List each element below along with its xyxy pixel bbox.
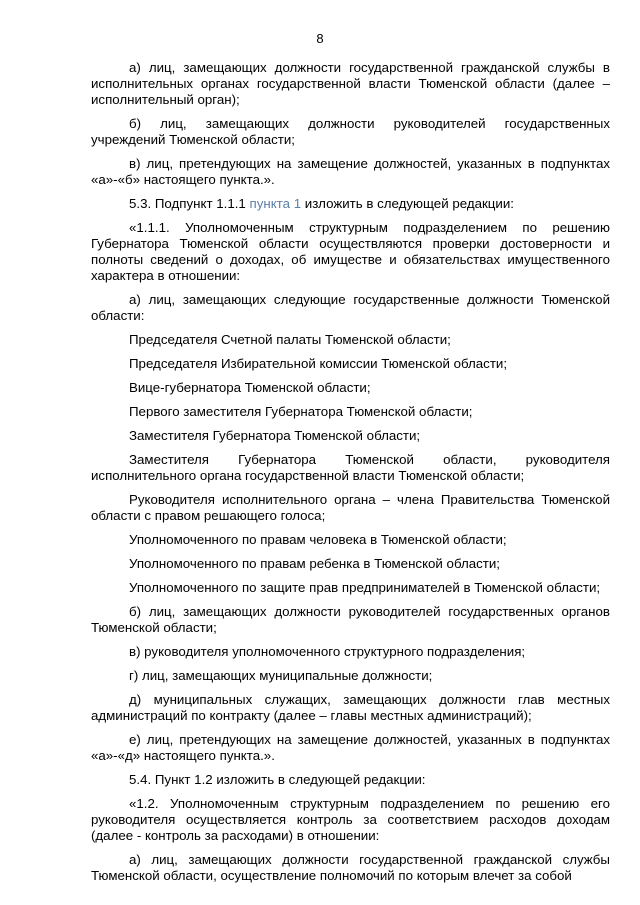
list-item-deputy-governor: Заместителя Губернатора Тюменской области; [129,428,421,443]
list-item-deputy-governor-head: Заместителя Губернатора Тюменской области, руководителя исполнительного органа государственной власти Тюменской области; [91,452,610,483]
paragraph-5-3-before: 5.3. Подпункт 1.1.1 [129,196,250,211]
paragraph-1-2: «1.2. Уполномоченным структурным подразделением по решению его руководителя осуществляется контроль за соответствием расходов доходам (далее - контроль за расходами) в отношении: [91,796,610,843]
page-number: 8 [316,31,324,46]
list-item-entrepreneurs-ombudsman: Уполномоченного по защите прав предпринимателей в Тюменской области; [129,580,601,595]
paragraph-5-3 [91,196,610,212]
paragraph-1-1-1: «1.1.1. Уполномоченным структурным подразделением по решению Губернатора Тюменской области осуществляются проверки достоверности и полноты сведений о доходах, об имуществе и обязательствах имущественного характера в отношении: [91,220,610,283]
paragraph-1-1-1-g: г) лиц, замещающих муниципальные должности; [129,668,433,683]
paragraph-5-4: 5.4. Пункт 1.2 изложить в следующей редакции: [129,772,426,787]
paragraph-3b: б) лиц, замещающих должности руководителей государственных учреждений Тюменской области; [91,116,610,147]
paragraph-1-1-1-d: д) муниципальных служащих, замещающих должности глав местных администраций по контракту (далее – главы местных администраций); [91,692,610,723]
list-item-head-executive-body: Руководителя исполнительного органа – члена Правительства Тюменской области с правом решающего голоса; [91,492,610,523]
paragraph-1-1-1-e: е) лиц, претендующих на замещение должностей, указанных в подпунктах «а»-«д» настоящего пункта.». [91,732,610,763]
document-body [91,60,610,892]
paragraph-1-2-a: а) лиц, замещающих должности государственной гражданской службы Тюменской области, осуществление полномочий по которым влечет за собой [91,852,610,883]
list-item-human-rights-ombudsman: Уполномоченного по правам человека в Тюменской области; [129,532,507,547]
paragraph-1-1-1-b: б) лиц, замещающих должности руководителей государственных органов Тюменской области; [91,604,610,635]
paragraph-3v: в) лиц, претендующих на замещение должностей, указанных в подпунктах «а»-«б» настоящего пункта.». [91,156,610,187]
paragraph-5-3-after: изложить в следующей редакции: [301,196,514,211]
list-item-first-deputy-governor: Первого заместителя Губернатора Тюменской области; [129,404,473,419]
paragraph-3a: а) лиц, замещающих должности государственной гражданской службы в исполнительных органах государственной власти Тюменской области (далее – исполнительный орган); [91,60,610,107]
list-item-chairman-accounts-chamber: Председателя Счетной палаты Тюменской области; [129,332,451,347]
list-item-child-rights-ombudsman: Уполномоченного по правам ребенка в Тюменской области; [129,556,500,571]
paragraph-1-1-1-v: в) руководителя уполномоченного структурного подразделения; [129,644,526,659]
paragraph-1-link[interactable]: пункта 1 [249,196,302,211]
paragraph-1-1-1-a: а) лиц, замещающих следующие государственные должности Тюменской области: [91,292,610,323]
list-item-vice-governor: Вице-губернатора Тюменской области; [129,380,371,395]
list-item-chairman-election-commission: Председателя Избирательной комиссии Тюменской области; [129,356,508,371]
